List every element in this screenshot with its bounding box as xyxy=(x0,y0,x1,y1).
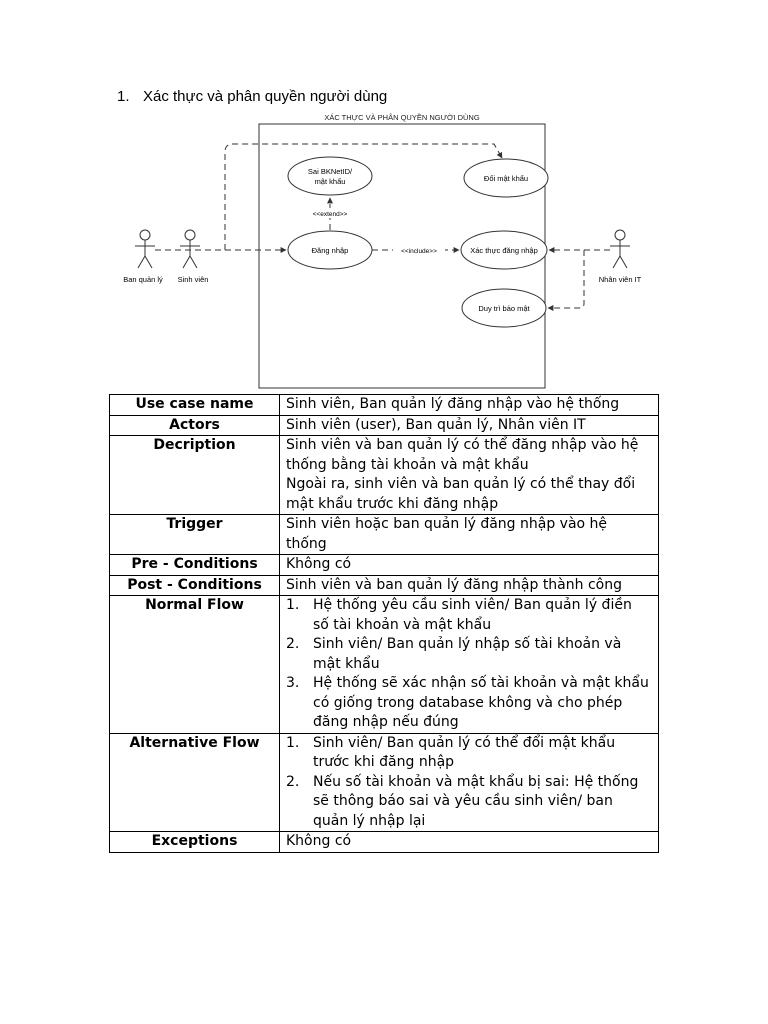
value-line: Sinh viên hoặc ban quản lý đăng nhập vào hệ thống xyxy=(286,516,608,552)
row-label: Actors xyxy=(110,415,280,436)
row-label: Post - Conditions xyxy=(110,575,280,596)
flow-list xyxy=(286,734,652,832)
include-label: <<include>> xyxy=(401,248,437,255)
table-row xyxy=(110,733,659,832)
section-number: 1. xyxy=(117,88,130,105)
row-value xyxy=(280,436,659,515)
row-label: Use case name xyxy=(110,395,280,416)
use-case-table-body xyxy=(110,395,659,853)
flow-list xyxy=(286,596,652,733)
system-title: XÁC THỰC VÀ PHÂN QUYỀN NGƯỜI DÙNG xyxy=(324,113,480,122)
row-value xyxy=(280,596,659,734)
table-row xyxy=(110,555,659,576)
table-row xyxy=(110,395,659,416)
row-value xyxy=(280,832,659,853)
actor-student xyxy=(180,230,200,268)
table-row xyxy=(110,575,659,596)
row-value xyxy=(280,515,659,555)
use-case-change-password-label: Đổi mật khẩu xyxy=(483,174,529,183)
value-line: Sinh viên, Ban quản lý đăng nhập vào hệ thống xyxy=(286,396,620,412)
list-item: 1. Hệ thống yêu cầu sinh viên/ Ban quản lý điền số tài khoản và mật khẩu xyxy=(286,597,632,633)
row-label: Normal Flow xyxy=(110,596,280,734)
value-line: Ngoài ra, sinh viên và ban quản lý có thể thay đổi mật khẩu trước khi đăng nhập xyxy=(286,476,636,512)
row-label: Decription xyxy=(110,436,280,515)
actor-it-staff xyxy=(610,230,630,268)
use-case-wrong-id xyxy=(288,157,372,195)
table-row xyxy=(110,415,659,436)
use-case-wrong-id-line2: mật khẩu xyxy=(314,177,346,186)
row-label: Exceptions xyxy=(110,832,280,853)
actor-it-staff-label: Nhân viên IT xyxy=(598,275,642,284)
use-case-wrong-id-line1: Sai BKNetID/ xyxy=(307,167,353,176)
list-item: 1. Sinh viên/ Ban quản lý có thể đổi mật khẩu trước khi đăng nhập xyxy=(286,734,616,770)
section-title: Xác thực và phân quyền người dùng xyxy=(143,88,388,105)
table-row xyxy=(110,596,659,734)
use-case-table xyxy=(109,394,659,853)
list-item: 2. Sinh viên/ Ban quản lý nhập số tài khoản và mật khẩu xyxy=(286,636,622,672)
row-label: Alternative Flow xyxy=(110,733,280,832)
actor-manager-label: Ban quản lý xyxy=(123,275,163,284)
use-case-maintain-security-label: Duy trì bảo mật xyxy=(478,304,530,313)
use-case-verify-login-label: Xác thực đăng nhập xyxy=(470,246,538,255)
row-value xyxy=(280,555,659,576)
extend-label: <<extend>> xyxy=(312,211,348,218)
row-value xyxy=(280,575,659,596)
list-item: 3. Hệ thống sẽ xác nhận số tài khoản và mật khẩu có giống trong database không và cho phép đăng nhập nếu đúng xyxy=(286,675,649,730)
value-line: Không có xyxy=(286,556,352,572)
row-value xyxy=(280,395,659,416)
section-heading xyxy=(117,88,387,105)
value-line: Sinh viên và ban quản lý có thể đăng nhập vào hệ thống bằng tài khoản và mật khẩu xyxy=(286,437,639,473)
table-row xyxy=(110,832,659,853)
actor-student-label: Sinh viên xyxy=(177,275,209,284)
value-line: Sinh viên và ban quản lý đăng nhập thành công xyxy=(286,576,622,593)
row-value xyxy=(280,733,659,832)
use-case-diagram xyxy=(118,108,658,392)
row-value xyxy=(280,415,659,436)
row-label: Trigger xyxy=(110,515,280,555)
value-line: Sinh viên (user), Ban quản lý, Nhân viên IT xyxy=(286,416,586,433)
value-line: Không có xyxy=(286,833,352,849)
actor-manager xyxy=(135,230,155,268)
list-item: 2. Nếu số tài khoản và mật khẩu bị sai: Hệ thống sẽ thông báo sai và yêu cầu sinh viên/ ban quản lý nhập lại xyxy=(286,773,639,829)
table-row xyxy=(110,436,659,515)
use-case-login-label: Đăng nhập xyxy=(311,246,349,255)
row-label: Pre - Conditions xyxy=(110,555,280,576)
table-row xyxy=(110,515,659,555)
